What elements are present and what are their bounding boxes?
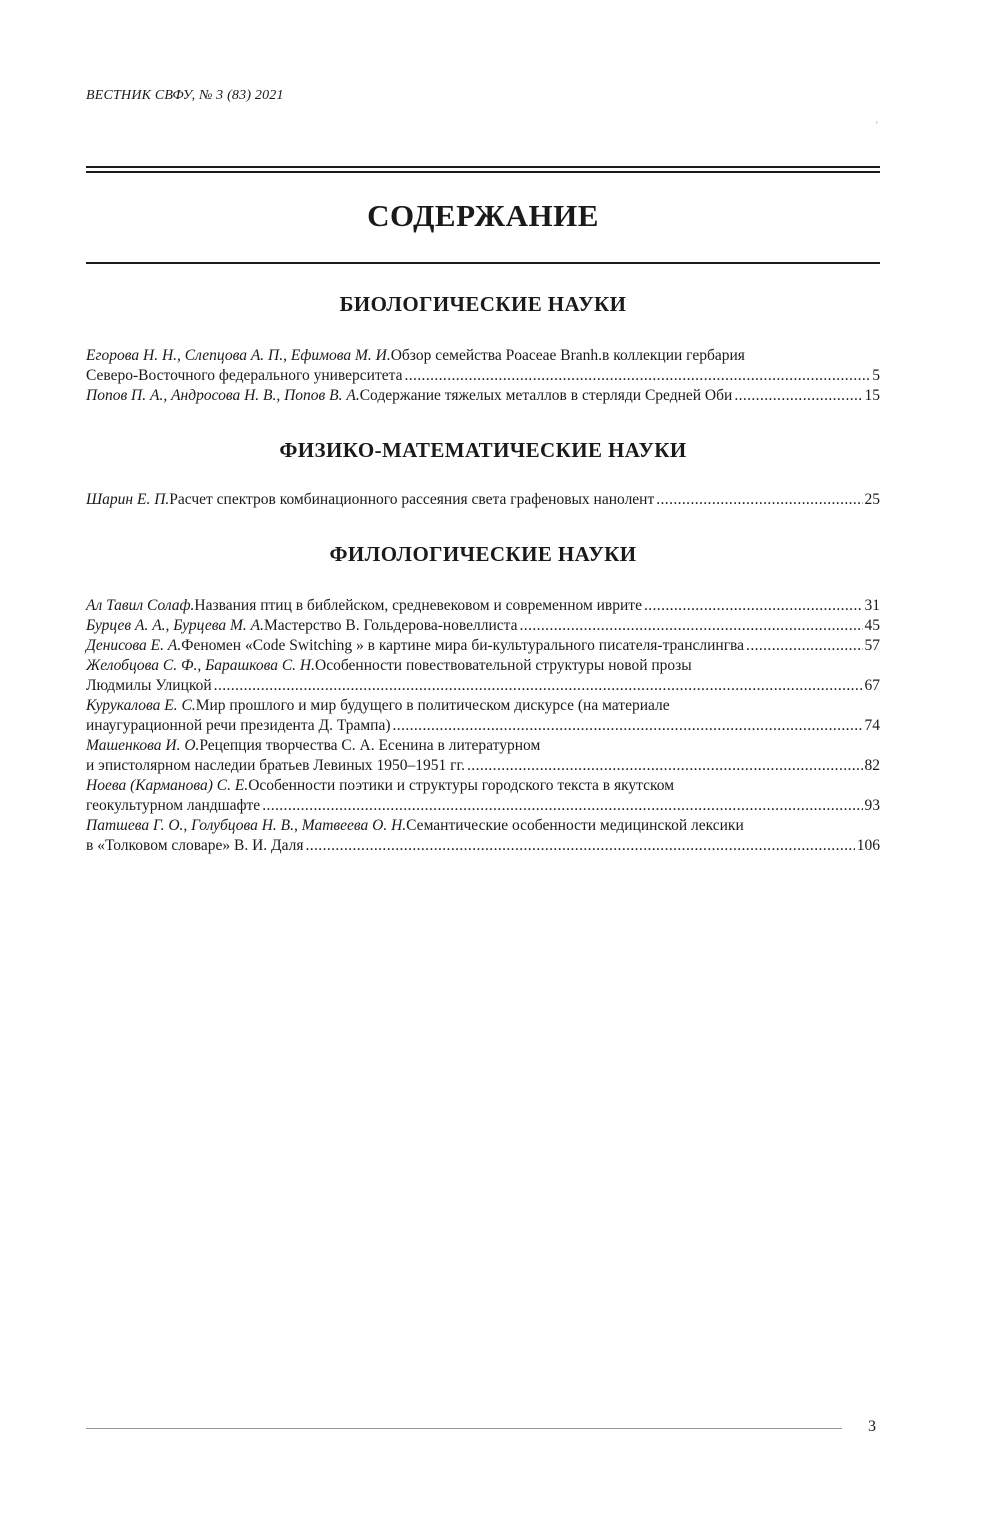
toc-entry[interactable] (86, 696, 880, 736)
toc-page-number: 74 (864, 717, 880, 734)
toc-title-part: и эпистолярном наследии братьев Левиных 1950–1951 гг. (86, 757, 466, 774)
toc-entry-line (86, 616, 880, 636)
toc-entry[interactable] (86, 636, 880, 656)
toc-entry-line (86, 696, 880, 716)
toc-entry[interactable] (86, 616, 880, 636)
toc-page-number: 25 (864, 491, 880, 508)
toc-entry[interactable] (86, 816, 880, 856)
toc-entry[interactable] (86, 346, 880, 386)
corner-mark: ' (876, 120, 878, 130)
toc-page-number: 93 (864, 797, 880, 814)
toc-authors: Желобцова С. Ф., Барашкова С. Н. (86, 657, 316, 674)
toc-authors: Пaтшева Г. О., Голубцова Н. В., Матвеева О. Н. (86, 817, 407, 834)
toc-page-number: 57 (864, 637, 880, 654)
toc-entry-line (86, 816, 880, 836)
toc-entry-line (86, 676, 880, 696)
dot-leader (404, 366, 870, 386)
toc-authors: Курукалова Е. С. (86, 697, 196, 714)
toc-entry[interactable] (86, 386, 880, 406)
toc-authors: Егорова Н. Н., Слепцова А. П., Ефимова М. И. (86, 347, 391, 364)
toc-authors: Машенкова И. О. (86, 737, 200, 754)
toc-title-part: геокультурном ландшафте (86, 797, 261, 814)
toc-page-number: 82 (864, 757, 880, 774)
dot-leader (656, 490, 862, 510)
dot-leader (467, 756, 862, 776)
toc-entry-line (86, 386, 880, 406)
toc-authors: Ал Тавил Солаф. (86, 597, 195, 614)
toc-title-part: Названия птиц в библейском, средневековом и современном иврите (194, 597, 642, 614)
toc-title-part: Семантические особенности медицинской лексики (406, 817, 744, 834)
toc-title-part: Особенности поэтики и структуры городского текста в якутском (248, 777, 675, 794)
toc-entry-line (86, 776, 880, 796)
footer-rule (86, 1428, 842, 1429)
dot-leader (262, 796, 862, 816)
dot-leader (520, 616, 863, 636)
toc-title-part: Мастерство В. Гольдерова-новеллиста (263, 617, 518, 634)
toc-title-part: инаугурационной речи президента Д. Трампа) (86, 717, 391, 734)
toc-title-part: Содержание тяжелых металлов в стерляди Средней Оби (359, 387, 733, 404)
toc-entry-line (86, 366, 880, 386)
toc-title-part: Расчет спектров комбинационного рассеяния света графеновых нанолент (169, 491, 655, 508)
dot-leader (734, 386, 862, 406)
page-title: СОДЕРЖАНИЕ (367, 198, 599, 233)
running-head: ВЕСТНИК СВФУ, № 3 (83) 2021 (86, 88, 284, 103)
toc-page-number: 5 (872, 367, 880, 384)
toc-entry-line (86, 596, 880, 616)
dot-leader (393, 716, 863, 736)
section-entries-biology (86, 346, 880, 406)
toc-title-part: Северо-Восточного федерального университета (86, 367, 403, 384)
toc-page-number: 15 (864, 387, 880, 404)
toc-entry-line (86, 346, 880, 366)
dot-leader (746, 636, 862, 656)
toc-authors: Ноева (Карманова) С. Е. (86, 777, 249, 794)
toc-title-part: Обзор семейства Poaceae Branh.в коллекции гербария (390, 347, 745, 364)
dot-leader (214, 676, 863, 696)
dot-leader (305, 836, 854, 856)
toc-title-part: Феномен «Code Switching » в картине мира би-культурального писателя-транслингва (181, 637, 745, 654)
dot-leader (644, 596, 863, 616)
toc-page-number: 45 (864, 617, 880, 634)
toc-entry[interactable] (86, 656, 880, 696)
toc-page-number: 31 (864, 597, 880, 614)
toc-entry[interactable] (86, 490, 880, 510)
toc-title-part: Рецепция творчества С. А. Есенина в литературном (199, 737, 541, 754)
toc-entry-line (86, 716, 880, 736)
toc-page-number: 106 (856, 837, 880, 854)
toc-title-part: в «Толковом словаре» В. И. Даля (86, 837, 304, 854)
toc-authors: Денисова Е. А. (86, 637, 182, 654)
page-number: 3 (868, 1418, 876, 1435)
section-entries-physics-math (86, 490, 880, 510)
toc-title-part: Мир прошлого и мир будущего в политическом дискурсе (на материале (195, 697, 670, 714)
toc-entry-line (86, 756, 880, 776)
toc-authors: Попов П. А., Андросова Н. В., Попов В. А. (86, 387, 360, 404)
toc-title-part: Особенности повествовательной структуры новой прозы (315, 657, 692, 674)
title-rule (86, 262, 880, 264)
toc-entry-line (86, 836, 880, 856)
toc-entry-line (86, 656, 880, 676)
toc-entry[interactable] (86, 596, 880, 616)
toc-entry[interactable] (86, 776, 880, 816)
top-rule-second (86, 171, 880, 173)
toc-entry-line (86, 736, 880, 756)
section-heading-physics-math: ФИЗИКО-МАТЕМАТИЧЕСКИЕ НАУКИ (279, 438, 687, 462)
section-entries-philology (86, 596, 880, 856)
toc-entry-line (86, 796, 880, 816)
toc-authors: Бурцев А. А., Бурцева М. А. (86, 617, 264, 634)
toc-title-part: Людмилы Улицкой (86, 677, 212, 694)
toc-entry-line (86, 490, 880, 510)
toc-page-number: 67 (864, 677, 880, 694)
toc-entry-line (86, 636, 880, 656)
section-heading-biology: БИОЛОГИЧЕСКИЕ НАУКИ (339, 292, 627, 316)
top-rule (86, 166, 880, 168)
section-heading-philology: ФИЛОЛОГИЧЕСКИЕ НАУКИ (329, 542, 637, 566)
toc-entry[interactable] (86, 736, 880, 776)
toc-authors: Шарин Е. П. (86, 491, 170, 508)
